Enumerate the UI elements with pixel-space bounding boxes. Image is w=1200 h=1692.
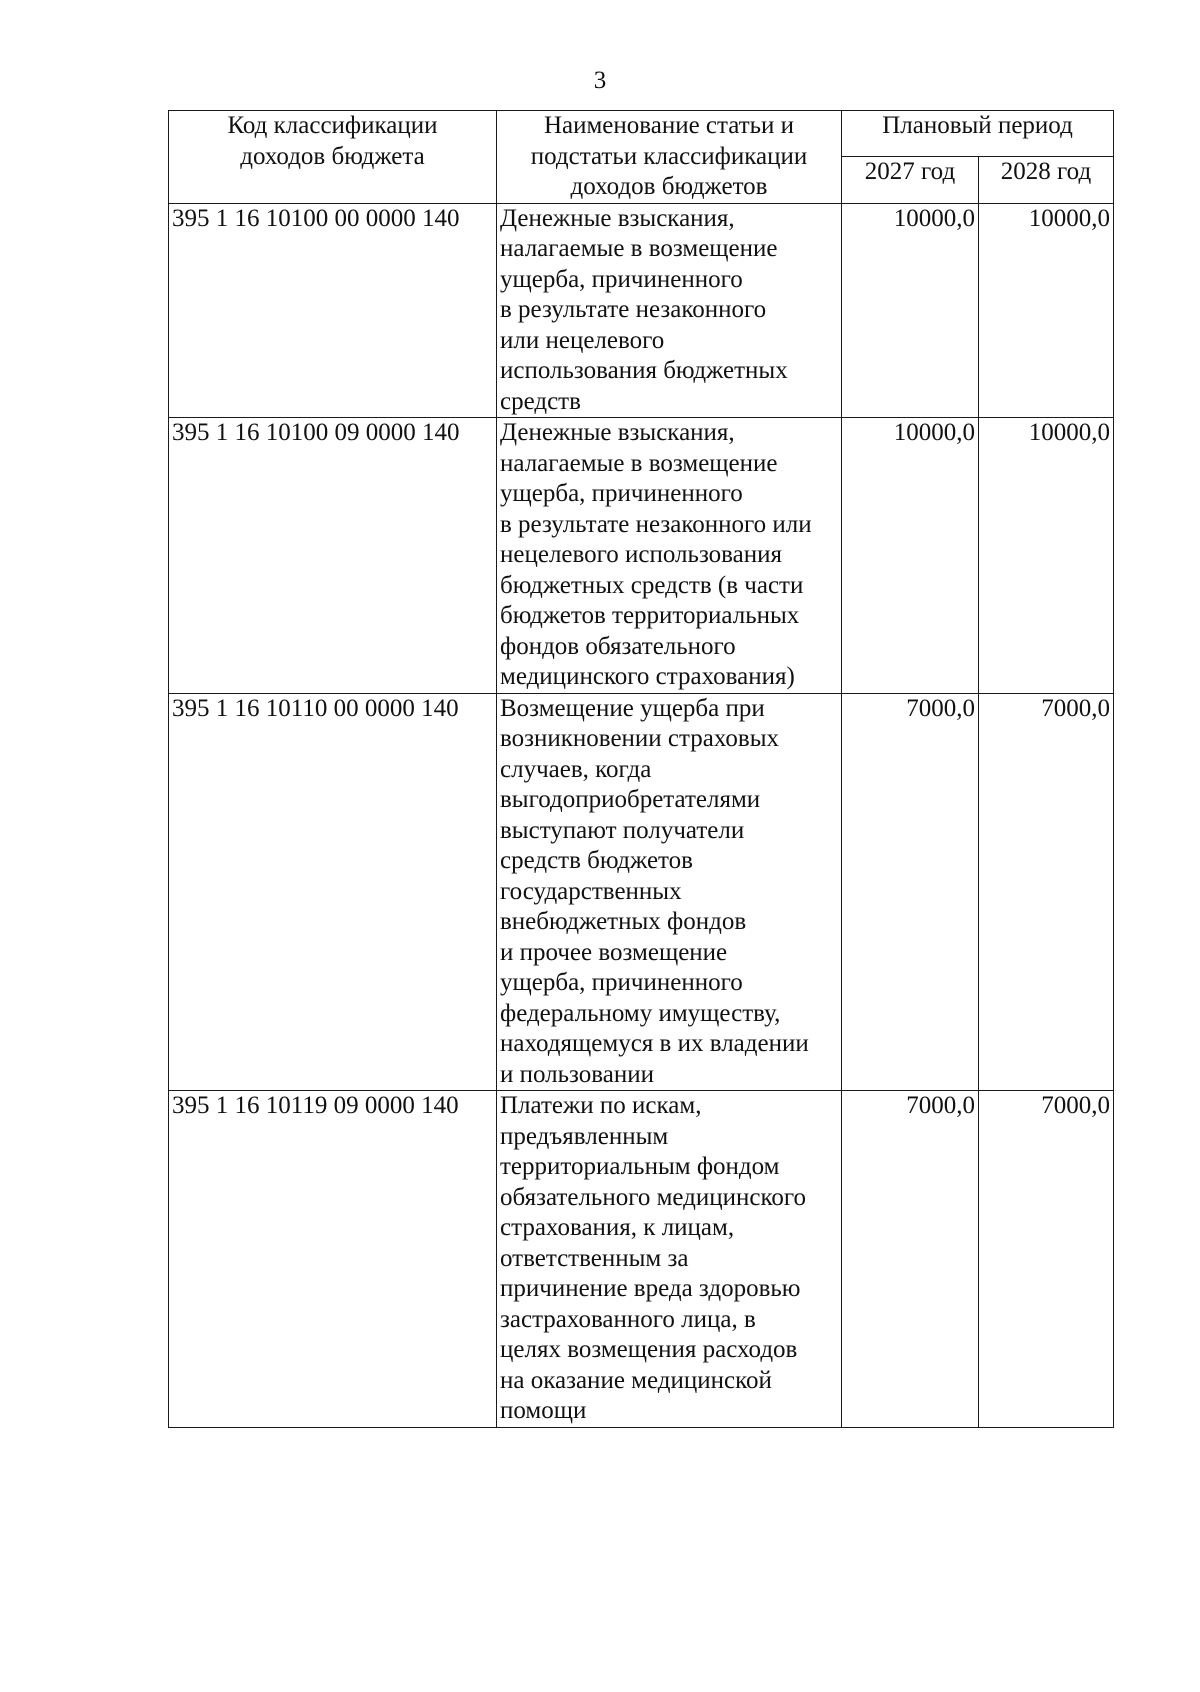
header-name-line: Наименование статьи и	[543, 112, 795, 139]
amount-2028: 7000,0	[979, 1091, 1114, 1428]
item-name-line: федеральному имуществу,	[500, 999, 781, 1027]
item-name-line: ущерба, причиненного	[500, 265, 743, 293]
item-name-line: выгодоприобретателями	[500, 786, 761, 813]
item-name-line: страхования, к лицам,	[500, 1214, 735, 1241]
header-name-line: подстатьи классификации	[530, 142, 808, 170]
table-row	[169, 693, 1114, 1091]
item-name-line: возникновении страховых	[500, 725, 780, 752]
classification-code: 395 1 16 10110 00 0000 140	[169, 693, 497, 1091]
page-number: 3	[593, 67, 607, 94]
amount-2028: 10000,0	[979, 203, 1114, 418]
item-name-line: налагаемые в возмещение	[500, 235, 778, 262]
item-name-line: помощи	[500, 1397, 587, 1424]
amount-2028: 7000,0	[979, 693, 1114, 1091]
item-name	[497, 693, 842, 1091]
item-name-line: на оказание медицинской	[500, 1366, 772, 1394]
amount-2027: 7000,0	[842, 693, 979, 1091]
item-name-line: бюджетных средств (в части	[500, 571, 804, 599]
table-row	[169, 418, 1114, 694]
item-name-line: Возмещение ущерба при	[500, 694, 765, 722]
table-row	[169, 1091, 1114, 1428]
item-name-line: налагаемые в возмещение	[500, 449, 778, 477]
item-name-line: государственных	[500, 877, 682, 905]
item-name-line: в результате незаконного	[500, 296, 767, 323]
item-name-line: причинение вреда здоровью	[500, 1275, 801, 1302]
table-body	[169, 203, 1114, 1427]
item-name-line: фондов обязательного	[500, 632, 736, 660]
header-name	[497, 111, 842, 204]
header-code-line: доходов бюджета	[240, 142, 425, 170]
item-name-line: Платежи по искам,	[500, 1092, 702, 1119]
item-name-line: территориальным фондом	[500, 1153, 780, 1180]
header-year-2028: 2028 год	[979, 157, 1114, 203]
item-name-line: ущерба, причиненного	[500, 480, 743, 507]
amount-2028: 10000,0	[979, 418, 1114, 694]
item-name	[497, 418, 842, 694]
item-name-line: в результате незаконного или	[500, 510, 812, 538]
item-name-line: Денежные взыскания,	[500, 419, 735, 446]
item-name	[497, 1091, 842, 1428]
item-name-line: предъявленным	[500, 1122, 669, 1150]
item-name-line: нецелевого использования	[500, 541, 782, 568]
item-name-line: использования бюджетных	[500, 357, 788, 384]
classification-code: 395 1 16 10119 09 0000 140	[169, 1091, 497, 1428]
header-code-line: Код классификации	[227, 112, 438, 139]
amount-2027: 10000,0	[842, 418, 979, 694]
header-name-line: доходов бюджетов	[570, 173, 768, 200]
item-name-line: ущерба, причиненного	[500, 969, 743, 996]
header-year-2027: 2027 год	[842, 157, 979, 203]
item-name-line: обязательного медицинского	[500, 1183, 807, 1211]
item-name-line: ответственным за	[500, 1244, 689, 1272]
header-row-1	[169, 111, 1114, 157]
item-name-line: бюджетов территориальных	[500, 602, 800, 629]
item-name-line: Денежные взыскания,	[500, 204, 735, 232]
item-name-line: и пользовании	[500, 1060, 654, 1088]
item-name	[497, 203, 842, 418]
classification-code: 395 1 16 10100 00 0000 140	[169, 203, 497, 418]
amount-2027: 7000,0	[842, 1091, 979, 1428]
item-name-line: средств	[500, 387, 581, 415]
table-row	[169, 203, 1114, 418]
header-planned-period: Плановый период	[842, 111, 1114, 157]
item-name-line: находящемуся в их владении	[500, 1030, 809, 1057]
item-name-line: и прочее возмещение	[500, 938, 728, 966]
item-name-line: выступают получатели	[500, 816, 745, 844]
item-name-line: медицинского страхования)	[500, 663, 795, 690]
item-name-line: случаев, когда	[500, 755, 652, 783]
item-name-line: или нецелевого	[500, 326, 665, 354]
item-name-line: средств бюджетов	[500, 847, 693, 874]
budget-revenue-table	[168, 110, 1114, 1428]
classification-code: 395 1 16 10100 09 0000 140	[169, 418, 497, 694]
item-name-line: внебюджетных фондов	[500, 908, 747, 935]
item-name-line: целях возмещения расходов	[500, 1336, 798, 1363]
item-name-line: застрахованного лица, в	[500, 1305, 756, 1333]
header-code	[169, 111, 497, 204]
amount-2027: 10000,0	[842, 203, 979, 418]
